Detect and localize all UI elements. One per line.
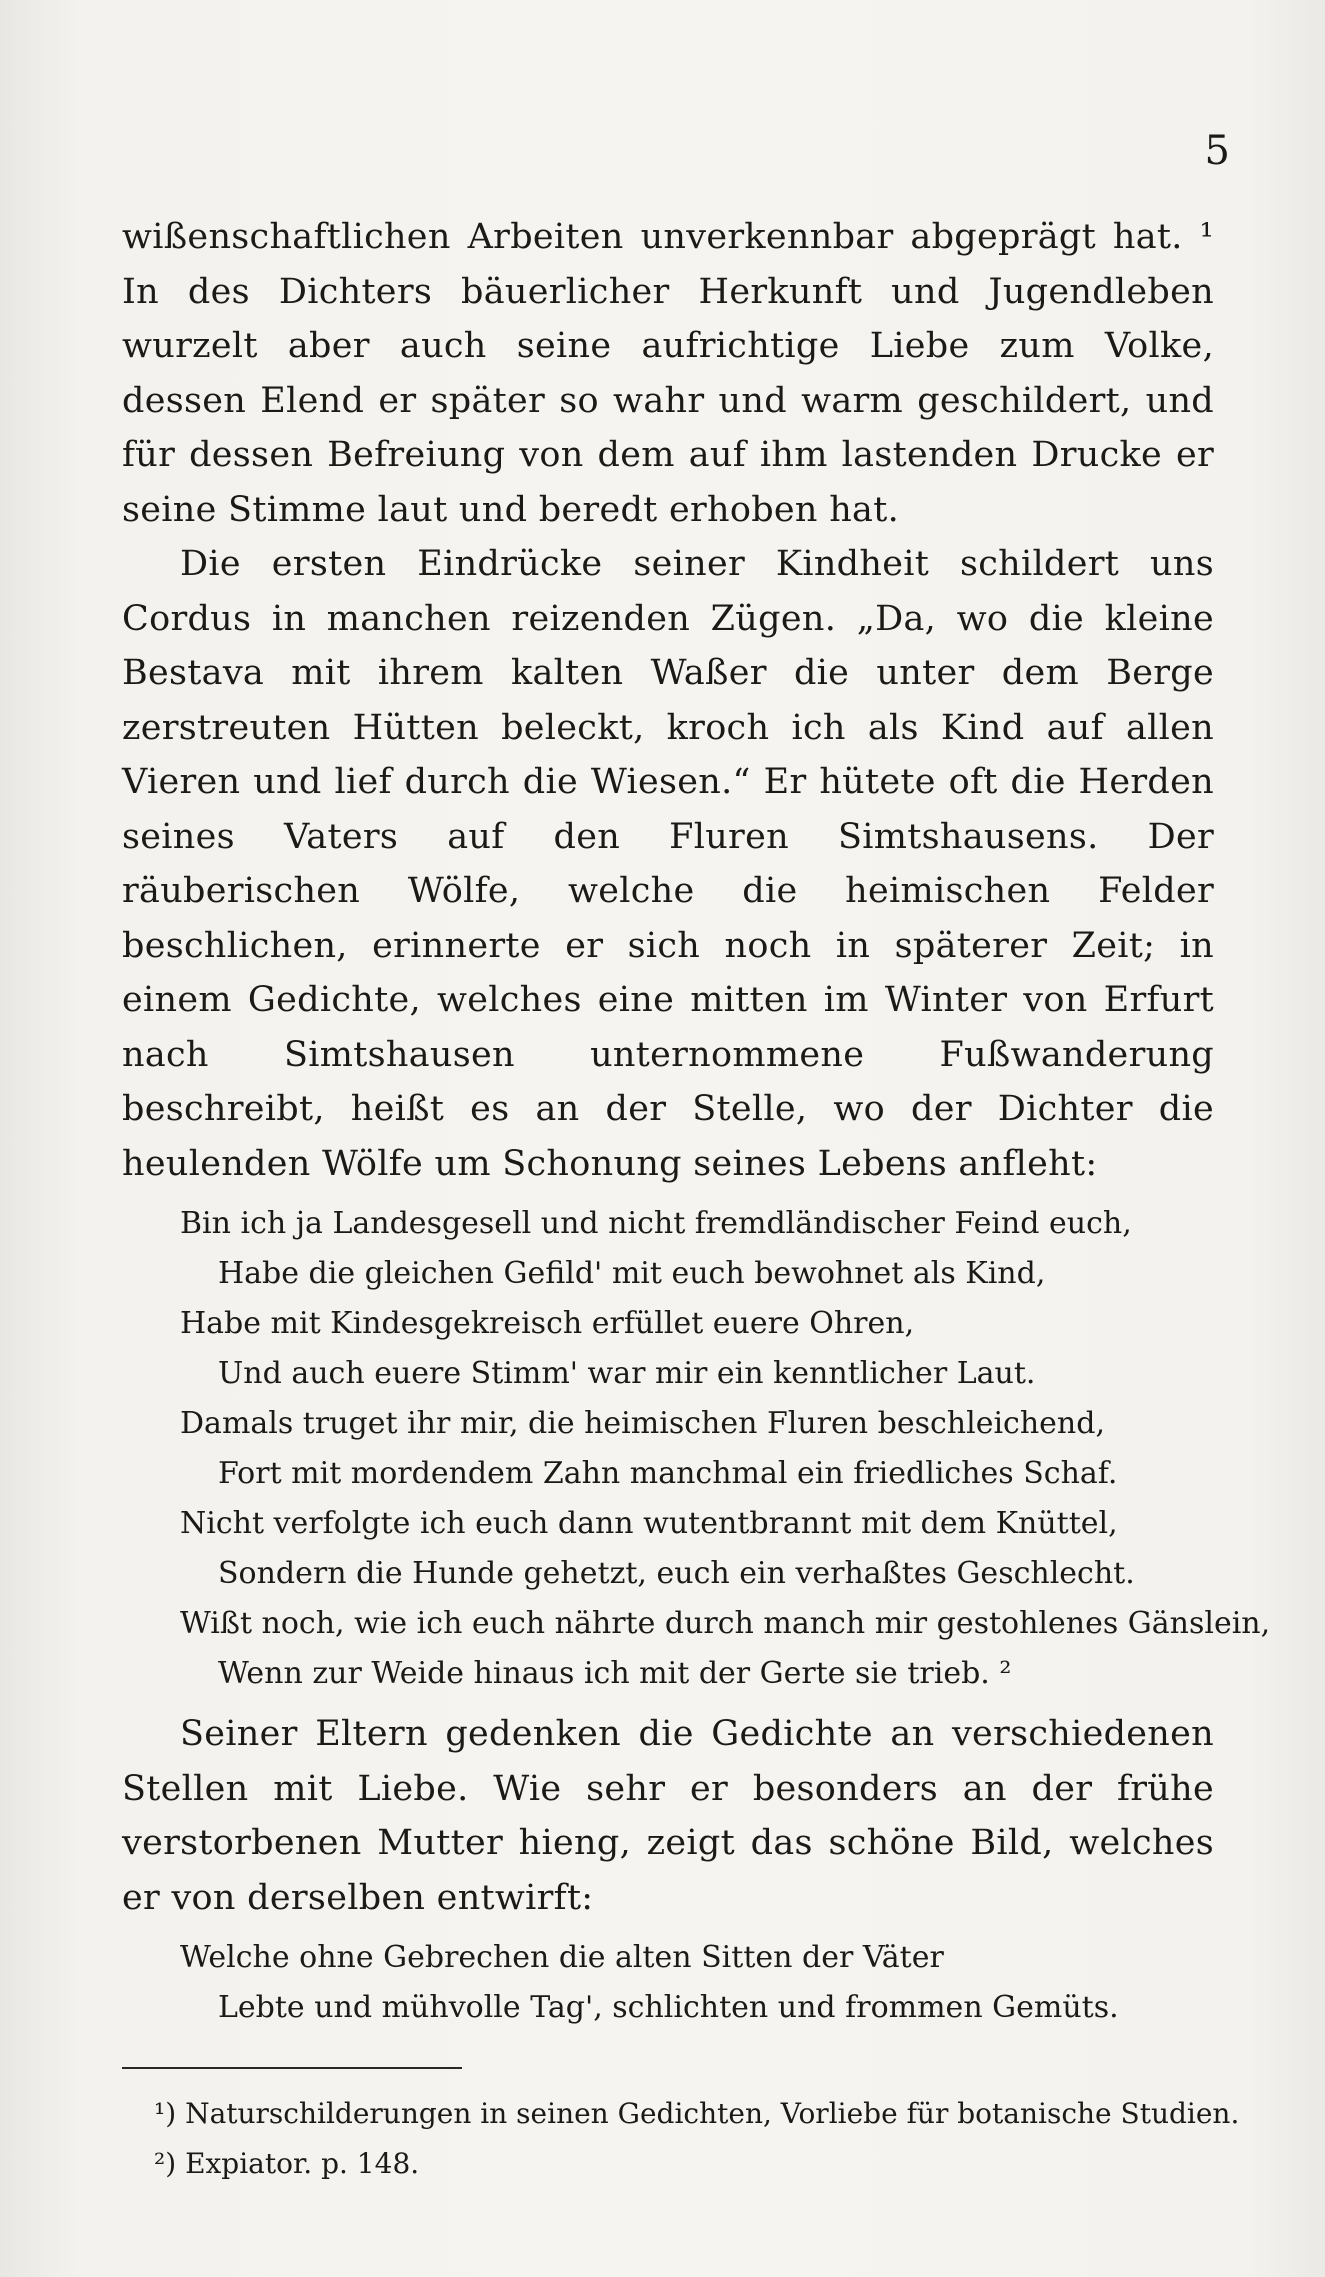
- paragraph-2: Die ersten Eindrücke seiner Kindheit schildert uns Cordus in manchen reizenden Zügen. „Da, wo die kleine Bestava mit ihrem kalten Waßer die unter dem Berge zerstreuten Hütten beleckt, kroch ich als Kind auf allen Vieren und lief durch die Wiesen.“ Er hütete oft die Herden seines Vaters auf den Fluren Simtshausens. Der räuberischen Wölfe, welche die heimischen Felder beschlichen, erinnerte er sich noch in späterer Zeit; in einem Gedichte, welches eine mitten im Winter von Erfurt nach Simtshausen unternommene Fußwanderung beschreibt, heißt es an der Stelle, wo der Dichter die heulenden Wölfe um Schonung seines Lebens anfleht:: [122, 544, 1214, 1184]
- verse-line: Wenn zur Weide hinaus ich mit der Gerte sie trieb. ²: [218, 1656, 1012, 1691]
- footnote-1: [122, 2089, 1240, 2139]
- verse-line: Fort mit mordendem Zahn manchmal ein friedliches Schaf.: [218, 1456, 1118, 1491]
- paragraph-1: wißenschaftlichen Arbeiten unverkennbar abgeprägt hat. ¹ In des Dichters bäuerlicher Herkunft und Jugendleben wurzelt aber auch seine aufrichtige Liebe zum Volke, dessen Elend er später so wahr und warm geschildert, und für dessen Befreiung von dem auf ihm lastenden Drucke er seine Stimme laut und beredt erhoben hat.: [122, 217, 1214, 530]
- verse-line: Lebte und mühvolle Tag', schlichten und frommen Gemüts.: [218, 1990, 1119, 2025]
- footnote-separator: [122, 2067, 462, 2069]
- footnotes: [122, 2089, 1240, 2189]
- footnote-mark: ²): [154, 2147, 177, 2180]
- paragraph-3: Seiner Eltern gedenken die Gedichte an verschiedenen Stellen mit Liebe. Wie sehr er besonders an der frühe verstorbenen Mutter hieng, zeigt das schöne Bild, welches er von derselben entwirft:: [122, 1714, 1214, 1918]
- verse-block-mother: [122, 1933, 1214, 2033]
- verse-block-wolves: [122, 1199, 1271, 1699]
- footnote-text: Expiator. p. 148.: [185, 2147, 420, 2180]
- verse-line: Habe die gleichen Gefild' mit euch bewohnet als Kind,: [218, 1256, 1046, 1291]
- verse-line: Nicht verfolgte ich euch dann wutentbrannt mit dem Knüttel,: [180, 1506, 1118, 1541]
- footnote-text: Naturschilderungen in seinen Gedichten, Vorliebe für botanische Studien.: [185, 2097, 1240, 2130]
- verse-line: Welche ohne Gebrechen die alten Sitten der Väter: [180, 1940, 944, 1975]
- page-body: [122, 210, 1271, 2189]
- verse-line: Bin ich ja Landesgesell und nicht fremdländischer Feind euch,: [180, 1206, 1132, 1241]
- page-number: 5: [1204, 128, 1230, 174]
- verse-line: Habe mit Kindesgekreisch erfüllet euere Ohren,: [180, 1306, 915, 1341]
- verse-line: Wißt noch, wie ich euch nährte durch manch mir gestohlenes Gänslein,: [180, 1606, 1271, 1641]
- footnote-2: [122, 2139, 1214, 2189]
- verse-line: Sondern die Hunde gehetzt, euch ein verhaßtes Geschlecht.: [218, 1556, 1135, 1591]
- verse-line: Damals truget ihr mir, die heimischen Fluren beschleichend,: [180, 1406, 1105, 1441]
- verse-line: Und auch euere Stimm' war mir ein kenntlicher Laut.: [218, 1356, 1036, 1391]
- footnote-mark: ¹): [154, 2097, 177, 2130]
